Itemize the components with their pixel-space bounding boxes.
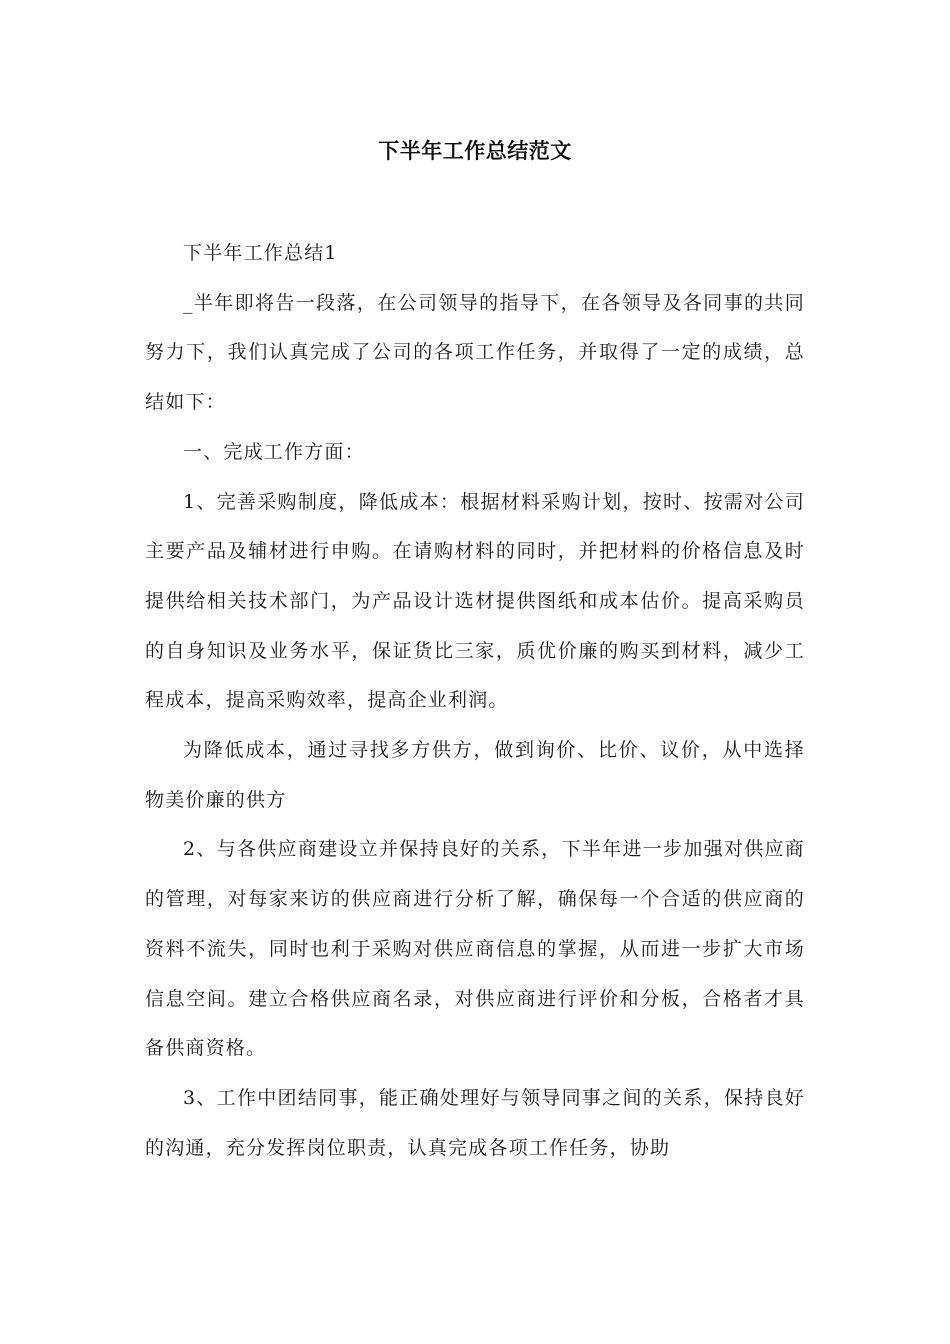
paragraph-item-1: 1、完善采购制度，降低成本：根据材料采购计划，按时、按需对公司主要产品及辅材进行申购。在请购材料的同时，并把材料的价格信息及时提供给相关技术部门，为产品设计选材提供图纸和成本估价。提高采购员的自身知识及业务水平，保证货比三家，质优价廉的购买到材料，减少工程成本，提高采购效率，提高企业利润。 <box>145 490 805 712</box>
paragraph-item-2: 2、与各供应商建设立并保持良好的关系，下半年进一步加强对供应商的管理，对每家来访的供应商进行分析了解，确保每一个合适的供应商的资料不流失，同时也利于采购对供应商信息的掌握，从而进一步扩大市场信息空间。建立合格供应商名录，对供应商进行评价和分板，合格者才具备供商资格。 <box>145 838 805 1060</box>
document-title: 下半年工作总结范文 <box>378 139 572 163</box>
subsection-heading: 一、完成工作方面： <box>183 440 365 463</box>
paragraph-intro: _半年即将告一段落，在公司领导的指导下，在各领导及各同事的共同努力下，我们认真完成了公司的各项工作任务，并取得了一定的成绩，总结如下： <box>145 291 805 414</box>
section-heading: 下半年工作总结1 <box>183 242 338 264</box>
document-body <box>145 229 805 1173</box>
paragraph-item-3: 3、工作中团结同事，能正确处理好与领导同事之间的关系，保持良好的沟通，充分发挥岗位职责，认真完成各项工作任务，协助 <box>145 1086 805 1159</box>
paragraph-cost-reduction: 为降低成本，通过寻找多方供方，做到询价、比价、议价，从中选择物美价廉的供方 <box>145 739 805 811</box>
